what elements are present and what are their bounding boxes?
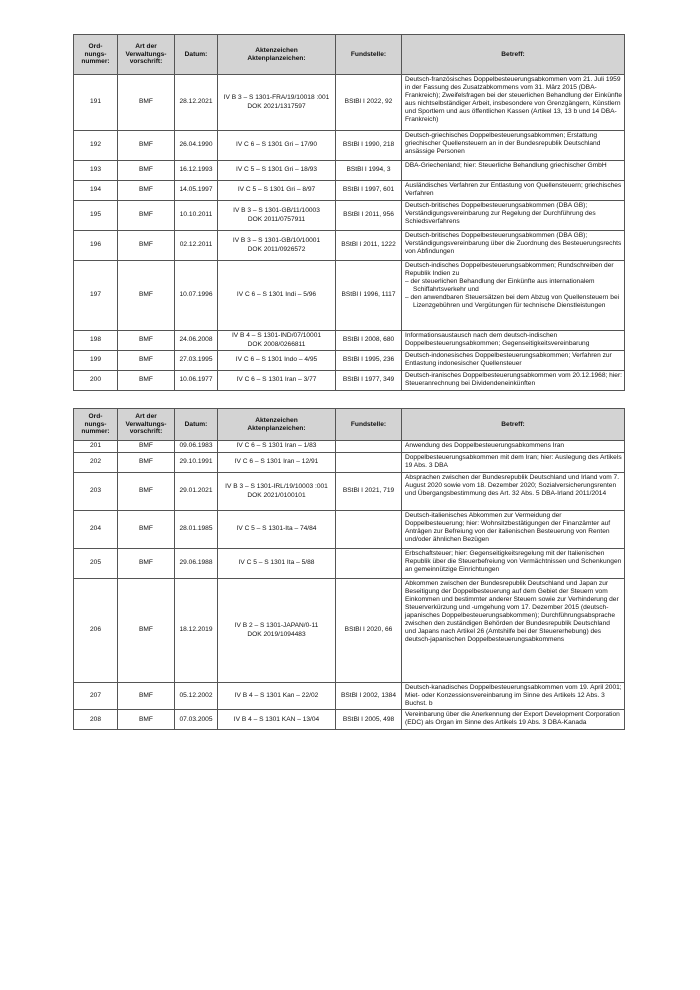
header-datum: Datum:	[175, 35, 218, 75]
aktenzeichen-line: DOK 2021/1317597	[247, 102, 306, 110]
aktenzeichen-cell	[218, 579, 336, 683]
vorschrift-cell: BMF	[118, 161, 175, 181]
aktenzeichen-cell	[218, 511, 336, 549]
table-row	[74, 549, 625, 579]
table-row	[74, 683, 625, 710]
vorschrift-cell: BMF	[118, 453, 175, 473]
aktenzeichen-line: IV B 2 – S 1301-JAPAN/0-11	[234, 622, 319, 630]
vorschrift-cell: BMF	[118, 181, 175, 201]
datum-cell: 29.06.1988	[175, 549, 218, 579]
vorschrift-cell: BMF	[118, 261, 175, 331]
betreff-text: Deutsch-griechisches Doppelbesteuerungsabkommen; Erstattung griechischer Quellensteuern an in der Bundesrepublik Deutschland ansässige Personen	[405, 132, 601, 156]
ordnungsnummer-cell: 206	[74, 579, 118, 683]
header-datum: Datum:	[175, 409, 218, 441]
vorschrift-cell: BMF	[118, 549, 175, 579]
betreff-text: Absprachen zwischen der Bundesrepublik Deutschland und Irland vom 7. August 2020 sowie vom 18. Dezember 2020; Sozialversicherungsrenten und Übergangsbestimmung des Art. 32 Abs. 5 DBA-Irland 2011/2014	[405, 474, 620, 498]
aktenzeichen-line: IV C 6 – S 1301 Indi – 5/96	[236, 291, 317, 299]
datum-cell: 09.06.1983	[175, 441, 218, 453]
aktenzeichen-line: DOK 2011/0926572	[247, 245, 306, 253]
betreff-cell	[402, 371, 625, 391]
betreff-cell	[402, 710, 625, 730]
table-row	[74, 710, 625, 730]
header-betreff: Betreff:	[402, 35, 625, 75]
aktenzeichen-cell	[218, 201, 336, 231]
aktenzeichen-cell	[218, 331, 336, 351]
fundstelle-cell: BStBl I 1977, 349	[336, 371, 402, 391]
aktenzeichen-line: IV C 6 – S 1301 Iran – 1/83	[236, 442, 317, 450]
aktenzeichen-line: IV B 4 – S 1301-IND/07/10001	[231, 332, 322, 340]
ordnungsnummer-cell: 203	[74, 473, 118, 511]
header-art: Art der Verwaltungs- vorschrift:	[118, 35, 175, 75]
betreff-cell	[402, 549, 625, 579]
aktenzeichen-cell	[218, 75, 336, 131]
betreff-text: Vereinbarung über die Anerkennung der Export Development Corporation (EDC) als Organ im Sinne des Artikels 19 Abs. 3 DBA-Kanada	[405, 711, 620, 727]
vorschrift-cell: BMF	[118, 710, 175, 730]
vorschrift-cell: BMF	[118, 511, 175, 549]
betreff-text: Deutsch-italienisches Abkommen zur Vermeidung der Doppelbesteuerung; hier: Wohnsitzbestätigungen der Finanzämter auf Anträgen zur Befreiung von der italienischen Besteuerung von Renten und/oder ähnlichen Bezügen	[405, 512, 611, 544]
ordnungsnummer-cell: 200	[74, 371, 118, 391]
vorschrift-cell: BMF	[118, 331, 175, 351]
table-row	[74, 75, 625, 131]
ordnungsnummer-cell: 197	[74, 261, 118, 331]
fundstelle-cell: BStBl I 1995, 236	[336, 351, 402, 371]
regulations-table-2	[73, 408, 625, 730]
betreff-cell	[402, 351, 625, 371]
aktenzeichen-line: DOK 2008/0266811	[247, 340, 306, 348]
datum-cell: 14.05.1997	[175, 181, 218, 201]
datum-cell: 10.06.1977	[175, 371, 218, 391]
aktenzeichen-line: IV B 3 – S 1301-GB/11/10003	[233, 207, 320, 215]
datum-cell: 27.03.1995	[175, 351, 218, 371]
betreff-cell	[402, 579, 625, 683]
header-betreff: Betreff:	[402, 409, 625, 441]
fundstelle-cell	[336, 511, 402, 549]
betreff-text: Deutsch-britisches Doppelbesteuerungsabkommen (DBA GB); Verständigungsvereinbarung über die Zuordnung des Besteuerungsrechts von Abfindungen	[405, 232, 622, 256]
aktenzeichen-line: DOK 2011/0757911	[247, 215, 306, 223]
table-row	[74, 351, 625, 371]
betreff-text: Abkommen zwischen der Bundesrepublik Deutschland und Japan zur Beseitigung der Doppelbesteuerung auf dem Gebiet der Steuern vom Einkommen und bestimmter anderer Steuern sowie zur Verhinderung der Steuerverkürzung und -umgehung vom 17. Dezember 2015 (deutsch-japanisches Doppelbesteuerungsabkommen); Durchführungsabsprache zwischen den zuständigen Behörden der Bundesrepublik Deutschland und Japans nach Artikel 26 (Amtshilfe bei der Steuererhebung) des deutsch-japanischen Doppelbesteuerungsabkommens	[405, 580, 619, 644]
ordnungsnummer-cell: 196	[74, 231, 118, 261]
table-row	[74, 371, 625, 391]
vorschrift-cell: BMF	[118, 473, 175, 511]
aktenzeichen-line: IV B 3 – S 1301-GB/10/10001	[232, 237, 321, 245]
vorschrift-cell: BMF	[118, 75, 175, 131]
ordnungsnummer-cell: 202	[74, 453, 118, 473]
betreff-text: Doppelbesteuerungsabkommen mit dem Iran; hier: Auslegung des Artikels 19 Abs. 3 DBA	[405, 454, 622, 470]
betreff-text: Deutsch-britisches Doppelbesteuerungsabkommen (DBA GB); Verständigungsvereinbarung zur Regelung der Durchführung des Schiedsverfahrens	[405, 202, 596, 226]
fundstelle-cell: BStBl I 2008, 680	[336, 331, 402, 351]
betreff-cell	[402, 201, 625, 231]
fundstelle-cell	[336, 441, 402, 453]
betreff-text: DBA-Griechenland; hier: Steuerliche Behandlung griechischer GmbH	[405, 162, 607, 169]
aktenzeichen-line: IV C 5 – S 1301 Ita – 5/88	[238, 559, 315, 567]
betreff-list-item: – der steuerlichen Behandlung der Einkünfte aus internationalem Schiffahrtsverkehr und	[405, 278, 595, 294]
regulations-table-1	[73, 34, 625, 391]
ordnungsnummer-cell: 204	[74, 511, 118, 549]
aktenzeichen-line: IV C 6 – S 1301 Iran – 12/91	[234, 458, 319, 466]
header-row	[74, 409, 625, 441]
betreff-cell	[402, 453, 625, 473]
datum-cell: 10.07.1996	[175, 261, 218, 331]
datum-cell: 10.10.2011	[175, 201, 218, 231]
ordnungsnummer-cell: 199	[74, 351, 118, 371]
fundstelle-cell: BStBl I 2011, 956	[336, 201, 402, 231]
table-row	[74, 453, 625, 473]
datum-cell: 18.12.2019	[175, 579, 218, 683]
betreff-cell	[402, 75, 625, 131]
fundstelle-cell: BStBl I 2020, 66	[336, 579, 402, 683]
aktenzeichen-line: IV B 4 – S 1301 KAN – 13/04	[233, 715, 320, 723]
aktenzeichen-cell	[218, 131, 336, 161]
ordnungsnummer-cell: 198	[74, 331, 118, 351]
aktenzeichen-line: IV C 6 – S 1301 Iran – 3/77	[236, 376, 317, 384]
betreff-text: Anwendung des Doppelbesteuerungsabkommens Iran	[405, 442, 565, 449]
aktenzeichen-cell	[218, 473, 336, 511]
fundstelle-cell: BStBl I 1997, 601	[336, 181, 402, 201]
datum-cell: 16.12.1993	[175, 161, 218, 181]
aktenzeichen-cell	[218, 371, 336, 391]
ordnungsnummer-cell: 194	[74, 181, 118, 201]
vorschrift-cell: BMF	[118, 201, 175, 231]
betreff-text: Deutsch-französisches Doppelbesteuerungsabkommen vom 21. Juli 1959 in der Fassung des Zusatzabkommens vom 31. März 2015 (DBA-Frankreich); Zweifelsfragen bei der steuerlichen Behandlung der Einkünfte aus nichtselbständiger Arbeit, insbesondere von Grenzgängern, Künstlern und Sportlern und aus öffentlichen Kassen (Artikel 13, 13 b und 14 DBA-Frankreich)	[405, 76, 622, 124]
aktenzeichen-cell	[218, 181, 336, 201]
betreff-cell	[402, 473, 625, 511]
header-fundstelle: Fundstelle:	[336, 409, 402, 441]
fundstelle-cell	[336, 453, 402, 473]
aktenzeichen-cell	[218, 710, 336, 730]
table-row	[74, 331, 625, 351]
betreff-text: Deutsch-indonesisches Doppelbesteuerungsabkommen; Verfahren zur Entlastung indonesischer Quellensteuer	[405, 352, 612, 368]
fundstelle-cell: BStBl I 2022, 92	[336, 75, 402, 131]
ordnungsnummer-cell: 191	[74, 75, 118, 131]
ordnungsnummer-cell: 193	[74, 161, 118, 181]
fundstelle-cell: BStBl I 2002, 1384	[336, 683, 402, 710]
betreff-cell	[402, 683, 625, 710]
table-row	[74, 579, 625, 683]
table-row	[74, 181, 625, 201]
aktenzeichen-line: IV C 5 – S 1301 Gri – 8/97	[237, 186, 316, 194]
betreff-cell	[402, 441, 625, 453]
aktenzeichen-cell	[218, 453, 336, 473]
betreff-text: Erbschaftsteuer; hier: Gegenseitigkeitsregelung mit der Italienischen Republik über die Steuerbefreiung von Vermächtnissen und Schenkungen an gemeinnützige Einrichtungen	[405, 550, 622, 574]
datum-cell: 28.01.1985	[175, 511, 218, 549]
aktenzeichen-cell	[218, 161, 336, 181]
table-row	[74, 511, 625, 549]
aktenzeichen-line: DOK 2021/0100101	[247, 491, 306, 499]
datum-cell: 05.12.2002	[175, 683, 218, 710]
aktenzeichen-line: IV C 5 – S 1301-Ita – 74/84	[236, 525, 317, 533]
ordnungsnummer-cell: 205	[74, 549, 118, 579]
ordnungsnummer-cell: 207	[74, 683, 118, 710]
datum-cell: 29.10.1991	[175, 453, 218, 473]
vorschrift-cell: BMF	[118, 351, 175, 371]
betreff-text: Deutsch-iranisches Doppelbesteuerungsabkommen vom 20.12.1968; hier: Steueranrechnung bei Dividendeneinkünften	[405, 372, 622, 388]
betreff-cell	[402, 231, 625, 261]
table-row	[74, 161, 625, 181]
fundstelle-cell: BStBl I 1994, 3	[336, 161, 402, 181]
aktenzeichen-cell	[218, 231, 336, 261]
betreff-text: Deutsch-indisches Doppelbesteuerungsabkommen; Rundschreiben der Republik Indien zu	[405, 262, 614, 278]
vorschrift-cell: BMF	[118, 683, 175, 710]
ordnungsnummer-cell: 208	[74, 710, 118, 730]
betreff-cell	[402, 131, 625, 161]
fundstelle-cell: BStBl I 1990, 218	[336, 131, 402, 161]
aktenzeichen-line: IV C 6 – S 1301 Indo – 4/95	[235, 356, 318, 364]
aktenzeichen-line: IV B 3 – S 1301-IRL/19/10003 :001	[225, 483, 328, 491]
aktenzeichen-cell	[218, 351, 336, 371]
fundstelle-cell: BStBl I 2021, 719	[336, 473, 402, 511]
header-art: Art der Verwaltungs- vorschrift:	[118, 409, 175, 441]
header-row	[74, 35, 625, 75]
table-row	[74, 261, 625, 331]
header-nr: Ord- nungs- nummer:	[74, 409, 118, 441]
vorschrift-cell: BMF	[118, 579, 175, 683]
betreff-cell	[402, 161, 625, 181]
table-row	[74, 201, 625, 231]
table-row	[74, 473, 625, 511]
aktenzeichen-cell	[218, 683, 336, 710]
vorschrift-cell: BMF	[118, 371, 175, 391]
table-row	[74, 441, 625, 453]
datum-cell: 29.01.2021	[175, 473, 218, 511]
fundstelle-cell: BStBl I 2011, 1222	[336, 231, 402, 261]
fundstelle-cell	[336, 549, 402, 579]
datum-cell: 07.03.2005	[175, 710, 218, 730]
vorschrift-cell: BMF	[118, 441, 175, 453]
datum-cell: 26.04.1990	[175, 131, 218, 161]
vorschrift-cell: BMF	[118, 231, 175, 261]
betreff-text: Deutsch-kanadisches Doppelbesteuerungsabkommen vom 19. April 2001; Miet- oder Konzessionsvereinbarung im Sinne des Artikels 12 Abs. 3 Buchst. b	[405, 684, 622, 708]
ordnungsnummer-cell: 201	[74, 441, 118, 453]
datum-cell: 28.12.2021	[175, 75, 218, 131]
ordnungsnummer-cell: 195	[74, 201, 118, 231]
betreff-cell	[402, 261, 625, 331]
header-nr: Ord- nungs- nummer:	[74, 35, 118, 75]
datum-cell: 02.12.2011	[175, 231, 218, 261]
header-aktenzeichen: Aktenzeichen Aktenplanzeichen:	[218, 35, 336, 75]
aktenzeichen-cell	[218, 441, 336, 453]
betreff-text: Informationsaustausch nach dem deutsch-indischen Doppelbesteuerungsabkommen; Gegenseitigkeitsvereinbarung	[405, 332, 590, 348]
fundstelle-cell: BStBl I 1996, 1117	[336, 261, 402, 331]
aktenzeichen-line: DOK 2019/1094483	[247, 630, 306, 638]
header-aktenzeichen: Aktenzeichen Aktenplanzeichen:	[218, 409, 336, 441]
betreff-cell	[402, 181, 625, 201]
table-row	[74, 231, 625, 261]
aktenzeichen-line: IV B 4 – S 1301 Kan – 22/02	[234, 692, 319, 700]
aktenzeichen-line: IV C 6 – S 1301 Gri – 17/90	[235, 141, 317, 149]
fundstelle-cell: BStBl I 2005, 498	[336, 710, 402, 730]
betreff-cell	[402, 511, 625, 549]
betreff-list-item: – den anwendbaren Steuersätzen bei dem Abzug von Quellensteuern bei Lizenzgebühren und Vergütungen für technische Dienstleistungen	[405, 294, 620, 310]
aktenzeichen-cell	[218, 549, 336, 579]
ordnungsnummer-cell: 192	[74, 131, 118, 161]
header-fundstelle: Fundstelle:	[336, 35, 402, 75]
aktenzeichen-line: IV C 5 – S 1301 Gri – 18/93	[235, 166, 317, 174]
betreff-text: Ausländisches Verfahren zur Entlastung von Quellensteuern; griechisches Verfahren	[405, 182, 622, 198]
vorschrift-cell: BMF	[118, 131, 175, 161]
aktenzeichen-line: IV B 3 – S 1301-FRA/19/10018 :001	[223, 94, 330, 102]
betreff-cell	[402, 331, 625, 351]
datum-cell: 24.06.2008	[175, 331, 218, 351]
aktenzeichen-cell	[218, 261, 336, 331]
table-row	[74, 131, 625, 161]
